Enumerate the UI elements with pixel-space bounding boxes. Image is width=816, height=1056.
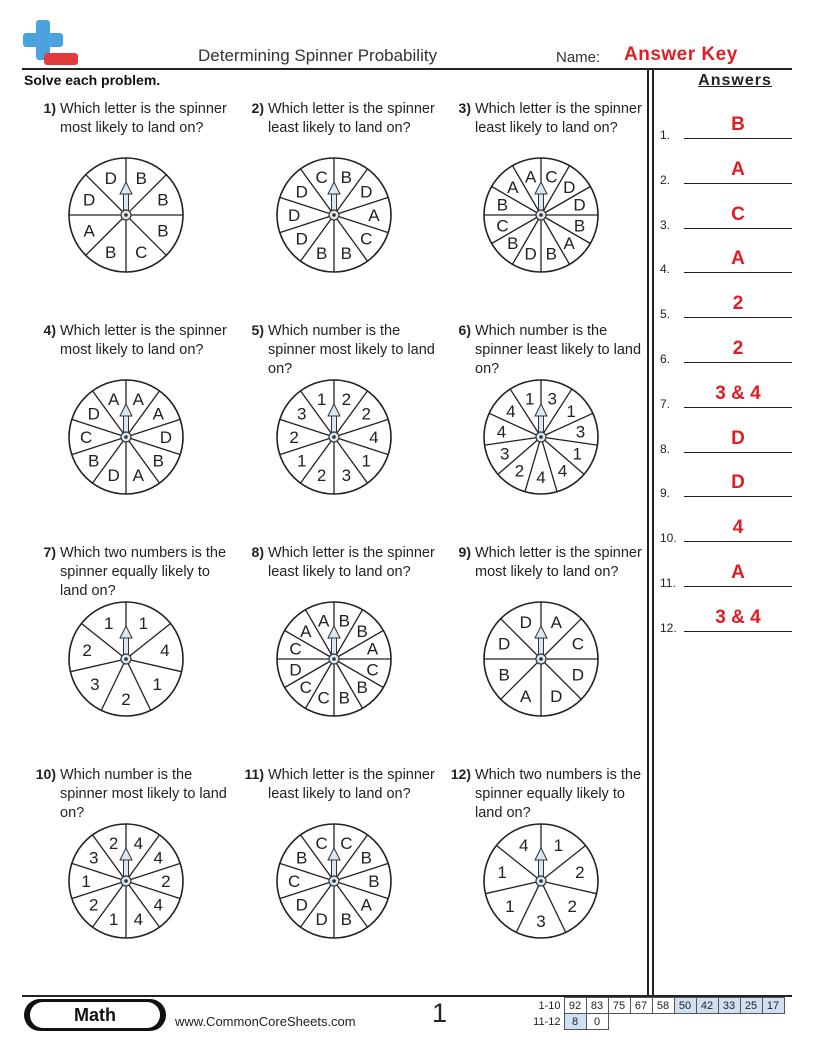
spinner-section-label: 4 [133, 909, 144, 929]
spinner-section-label: A [300, 621, 312, 641]
name-label: Name: [556, 49, 601, 66]
score-cell: 67 [630, 998, 652, 1014]
problem-number: 11) [244, 766, 264, 782]
column-divider [652, 68, 654, 996]
answer-number: 9. [660, 486, 671, 501]
spinner-section-label: D [519, 613, 532, 633]
spinner-section-label: A [507, 177, 519, 197]
spinner [66, 155, 186, 275]
spinner-section-label: 4 [369, 428, 379, 447]
spinner-section-label: B [360, 848, 372, 868]
spinner-section-label: B [338, 688, 351, 708]
spinner-section-label: 1 [138, 614, 149, 634]
spinner-section-label: 2 [361, 404, 372, 424]
answer-row [660, 157, 792, 187]
spinner-section-label: 4 [133, 834, 144, 854]
spinner-section-label: B [368, 872, 380, 891]
problem [24, 100, 229, 320]
spinner [274, 821, 394, 941]
spinner-section-label: D [497, 634, 511, 654]
problem-question: Which letter is the spinner least likely to land on? [268, 545, 435, 580]
spinner [481, 821, 601, 941]
answer-key-label: Answer Key [624, 44, 738, 65]
answer-row [660, 470, 792, 500]
spinner [274, 377, 394, 497]
problem-number: 9) [458, 544, 471, 560]
spinner-section-label: A [368, 206, 380, 225]
answer-line [684, 541, 792, 542]
spinner-section-label: A [132, 465, 145, 485]
problem-number: 12) [450, 766, 471, 782]
answer-number: 5. [660, 307, 671, 322]
score-cell: 8 [564, 1014, 586, 1030]
spinner-section-label: 3 [547, 389, 557, 409]
spinner-section-label: D [159, 428, 173, 447]
spinner-section-label: D [550, 686, 563, 706]
spinner-section-label: B [356, 678, 368, 698]
answer-line [684, 407, 792, 408]
answer-line [684, 228, 792, 229]
answer-value: A [731, 158, 745, 180]
answers-title: Answers [698, 72, 772, 89]
spinner-section-label: C [299, 678, 312, 698]
spinner-section-label: B [296, 848, 308, 868]
answer-value: B [731, 114, 745, 135]
spinner-section-label: 1 [572, 444, 583, 464]
spinner-section-label: C [366, 660, 379, 680]
spinner-section-label: 4 [160, 641, 170, 661]
spinner-section-label: B [340, 243, 353, 263]
problem [439, 544, 644, 764]
answer-row [660, 426, 792, 456]
spinner-section-label: 3 [296, 404, 307, 424]
answer-number: 12. [660, 620, 677, 635]
spinner-section-label: D [82, 190, 96, 210]
problem-number: 6) [458, 322, 471, 338]
answer-row [660, 291, 792, 321]
answer-line [684, 317, 792, 318]
page-number: 1 [432, 998, 448, 1028]
spinner-section-label: 3 [575, 422, 586, 442]
problem [24, 544, 229, 764]
spinner-section-label: 2 [108, 834, 119, 854]
spinner-section-label: D [107, 465, 120, 485]
problem-question: Which letter is the spinner least likely to land on? [268, 101, 435, 136]
spinner-section-label: 4 [153, 895, 164, 915]
spinner-section-label: 1 [108, 909, 119, 929]
spinner-section-label: 4 [518, 836, 529, 856]
spinner-section-label: D [571, 665, 585, 685]
spinner-section-label: 3 [499, 444, 510, 464]
spinner-section-label: D [287, 206, 301, 225]
problem [232, 322, 437, 542]
spinner-section-label: D [104, 169, 117, 189]
column-divider [647, 68, 649, 996]
answer-row [660, 381, 792, 411]
spinner-section-label: 4 [153, 848, 164, 868]
spinner-section-label: 1 [81, 872, 91, 891]
spinner-section-label: 1 [361, 451, 372, 471]
problem [24, 766, 229, 986]
subject-label: Math [30, 1002, 160, 1028]
spinner [481, 155, 601, 275]
answer-number: 4. [660, 262, 671, 277]
score-cell: 50 [674, 998, 696, 1014]
spinner-section-label: B [573, 216, 586, 236]
spinner-section-label: D [573, 195, 586, 215]
spinner-section-label: B [498, 665, 510, 685]
answer-value: D [731, 427, 745, 449]
spinner-section-label: A [360, 895, 372, 915]
score-cell: 42 [696, 998, 718, 1014]
problem-question: Which letter is the spinner least likely to land on? [475, 101, 642, 136]
score-cell: 92 [564, 998, 586, 1014]
spinner-section-label: 4 [536, 467, 546, 487]
spinner-section-label: B [88, 451, 100, 471]
answer-line [684, 362, 792, 363]
answer-value: A [731, 562, 745, 583]
spinner [66, 377, 186, 497]
answer-number: 11. [660, 576, 676, 590]
problem-question: Which number is the spinner most likely to land on? [60, 767, 227, 821]
problem [232, 100, 437, 320]
spinner-section-label: 2 [567, 896, 577, 916]
spinner-section-label: A [83, 221, 95, 241]
spinner-section-label: D [295, 895, 308, 915]
answer-line [684, 631, 792, 632]
score-cell: 83 [586, 998, 608, 1014]
problem [439, 322, 644, 542]
score-cell: 17 [762, 998, 784, 1014]
problem-number: 5) [251, 322, 264, 338]
spinner-section-label: A [317, 611, 330, 631]
spinner-section-label: D [289, 660, 302, 680]
spinner-section-label: C [79, 428, 93, 447]
spinner-section-label: C [315, 834, 328, 854]
problem [24, 322, 229, 542]
score-row [528, 1014, 784, 1030]
answer-number: 2. [660, 172, 671, 187]
problem-number: 7) [43, 544, 56, 560]
problem-number: 4) [43, 322, 56, 338]
answer-row [660, 560, 792, 590]
spinner-section-label: B [340, 909, 353, 929]
spinner-section-label: 1 [553, 836, 564, 856]
spinner-section-label: C [287, 872, 301, 891]
spinner-section-label: 3 [536, 911, 546, 931]
spinner-section-label: 1 [296, 451, 307, 471]
spinner-section-label: 4 [506, 401, 516, 421]
spinner-section-label: C [289, 639, 302, 659]
answer-value: 3 & 4 [715, 382, 761, 404]
score-cell: 33 [718, 998, 740, 1014]
answer-line [684, 272, 792, 273]
spinner-section-label: D [295, 229, 308, 249]
answer-number: 6. [660, 352, 671, 366]
spinner [66, 599, 186, 719]
problem-question: Which letter is the spinner most likely to land on? [60, 323, 227, 358]
spinner-section-label: A [550, 613, 562, 633]
answer-line [684, 452, 792, 453]
answer-number: 7. [660, 396, 671, 411]
spinner-section-label: B [545, 244, 558, 264]
spinner-section-label: A [152, 404, 164, 424]
spinner-section-label: B [496, 195, 509, 215]
spinner-section-label: D [524, 244, 537, 264]
problem-number: 1) [43, 100, 56, 116]
score-row-label: 11-12 [533, 1015, 561, 1028]
spinner-section-label: A [107, 390, 120, 410]
spinner-section-label: B [152, 451, 164, 471]
problem [439, 766, 644, 986]
spinner-section-label: 1 [316, 390, 327, 410]
score-cell: 25 [740, 998, 762, 1014]
answer-value: D [731, 472, 745, 494]
answer-number: 10. [660, 531, 677, 546]
spinner-section-label: 1 [103, 614, 114, 634]
answer-row [660, 515, 792, 545]
spinner-section-label: B [105, 242, 117, 262]
spinner-section-label: C [360, 229, 373, 249]
spinner-section-label: B [507, 234, 519, 254]
spinner-section-label: 3 [341, 465, 352, 485]
spinner-section-label: 2 [121, 689, 131, 709]
spinner-section-label: 1 [525, 389, 535, 409]
spinner-section-label: B [157, 190, 169, 210]
score-cell: 58 [652, 998, 674, 1014]
answer-value: 2 [732, 293, 744, 315]
answer-row [660, 202, 792, 232]
answer-row [660, 246, 792, 276]
spinner-section-label: A [132, 390, 145, 410]
spinner-section-label: B [340, 168, 353, 188]
answer-line [684, 138, 792, 139]
problem-question: Which two numbers is the spinner equally likely to land on? [475, 767, 642, 821]
spinner [66, 821, 186, 941]
spinner-section-label: 2 [161, 872, 171, 891]
instructions: Solve each problem. [24, 72, 161, 88]
spinner [274, 599, 394, 719]
spinner [274, 155, 394, 275]
spinner-section-label: A [524, 167, 537, 187]
problem-question: Which number is the spinner least likely to land on? [475, 323, 642, 377]
header-divider [22, 68, 792, 70]
spinner-section-label: C [545, 167, 558, 187]
answer-value: A [731, 248, 745, 270]
problem-question: Which two numbers is the spinner equally likely to land on? [60, 545, 227, 599]
spinner-section-label: B [315, 243, 328, 263]
spinner [481, 599, 601, 719]
score-table [528, 997, 785, 1030]
answer-value: 4 [732, 517, 744, 539]
answer-row [660, 336, 792, 366]
problem-question: Which letter is the spinner least likely to land on? [268, 767, 435, 802]
answer-line [684, 586, 792, 587]
spinner-section-label: 4 [496, 422, 507, 442]
problem-number: 3) [458, 100, 471, 116]
spinner-section-label: 3 [88, 848, 99, 868]
problem-number: 10) [35, 766, 56, 782]
spinner-section-label: D [563, 177, 576, 197]
page-title: Determining Spinner Probability [198, 46, 438, 65]
answer-value: 2 [732, 338, 744, 359]
spinner-section-label: B [157, 221, 169, 241]
spinner-section-label: C [317, 688, 330, 708]
answer-value: C [731, 203, 745, 225]
spinner-section-label: 2 [514, 461, 525, 481]
problem-question: Which letter is the spinner most likely to land on? [475, 545, 642, 580]
plus-minus-logo-icon [22, 20, 82, 68]
spinner-section-label: 2 [341, 390, 352, 410]
answer-line [684, 183, 792, 184]
problem-question: Which number is the spinner most likely to land on? [268, 323, 435, 377]
answer-row [660, 112, 792, 142]
spinner-section-label: B [338, 611, 351, 631]
spinner-section-label: B [135, 169, 147, 189]
spinner-section-label: A [366, 639, 379, 659]
spinner-section-label: C [571, 634, 585, 654]
spinner-section-label: C [340, 834, 353, 854]
spinner-section-label: 2 [316, 465, 327, 485]
spinner-section-label: B [356, 621, 368, 641]
answer-number: 8. [660, 441, 671, 456]
spinner-section-label: 1 [152, 674, 162, 694]
spinner-section-label: 2 [82, 641, 92, 661]
spinner-section-label: 1 [505, 896, 515, 916]
spinner-section-label: C [496, 216, 509, 236]
score-cell: 75 [608, 998, 630, 1014]
spinner-section-label: 4 [557, 461, 568, 481]
spinner-section-label: C [135, 242, 148, 262]
spinner-section-label: 2 [575, 863, 585, 883]
spinner-section-label: 1 [566, 401, 576, 421]
spinner [481, 377, 601, 497]
score-cell: 0 [586, 1014, 608, 1030]
answer-number: 1. [660, 128, 671, 142]
spinner-section-label: D [295, 182, 308, 202]
answer-row [660, 605, 792, 635]
answer-line [684, 496, 792, 497]
spinner-section-label: D [360, 182, 373, 202]
spinner-section-label: D [87, 404, 100, 424]
spinner-section-label: 2 [88, 895, 99, 915]
score-row [528, 998, 784, 1014]
problem-question: Which letter is the spinner most likely to land on? [60, 101, 227, 136]
spinner-section-label: A [520, 686, 532, 706]
problem [439, 100, 644, 320]
problem [232, 766, 437, 986]
spinner-section-label: D [315, 909, 328, 929]
spinner-section-label: 1 [497, 863, 507, 883]
problem [232, 544, 437, 764]
answer-number: 3. [660, 217, 671, 232]
spinner-section-label: A [563, 234, 575, 254]
problem-number: 8) [251, 544, 264, 560]
spinner-section-label: 2 [289, 428, 299, 447]
spinner-section-label: 3 [90, 674, 100, 694]
website-label: www.CommonCoreSheets.com [175, 1014, 356, 1029]
spinner-section-label: C [315, 168, 328, 188]
score-row-label: 1-10 [538, 999, 561, 1012]
problem-number: 2) [251, 100, 264, 116]
answer-value: 3 & 4 [715, 606, 761, 628]
